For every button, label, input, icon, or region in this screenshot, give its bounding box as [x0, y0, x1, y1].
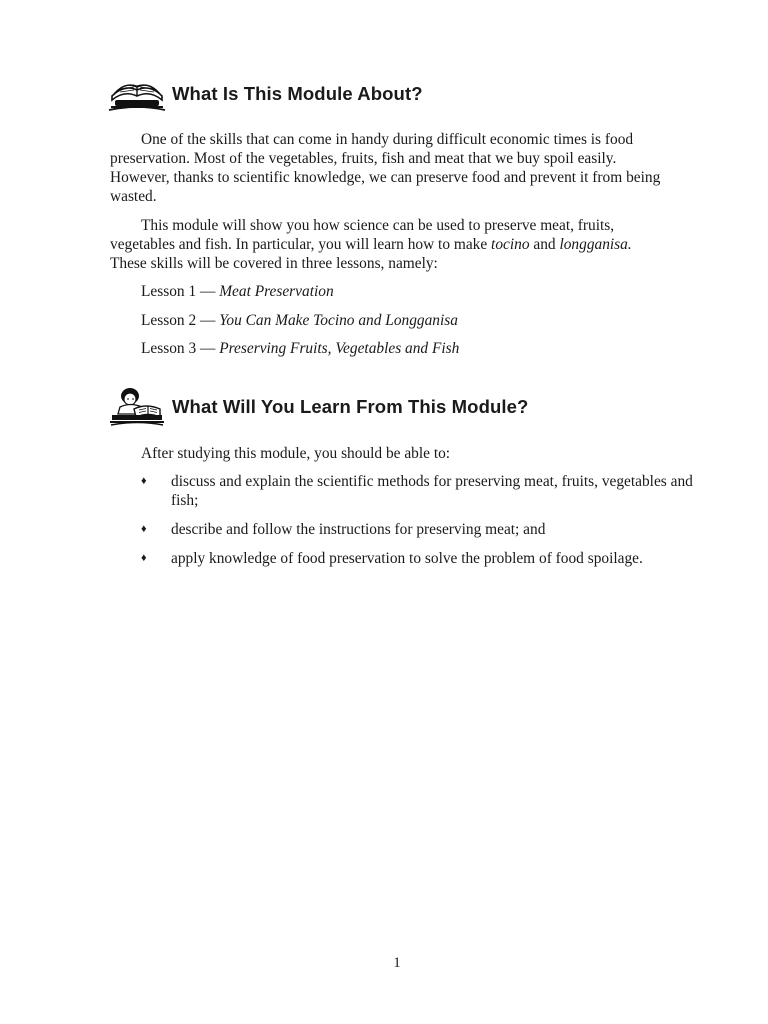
lesson-prefix: Lesson 1 — — [141, 283, 220, 300]
list-item — [141, 472, 701, 510]
objective-text: describe and follow the instructions for preserving meat; and — [171, 521, 546, 538]
paragraph-module-scope — [110, 216, 670, 273]
objective-text: apply knowledge of food preservation to solve the problem of food spoilage. — [171, 550, 643, 567]
section-heading-text: What Is This Module About? — [172, 83, 423, 104]
diamond-bullet-icon: ♦ — [141, 475, 147, 487]
list-item — [141, 549, 701, 568]
objectives-list — [141, 472, 701, 578]
lesson-title: You Can Make Tocino and Longganisa — [219, 312, 458, 329]
section-heading-text: What Will You Learn From This Module? — [172, 396, 529, 417]
diamond-bullet-icon: ♦ — [141, 523, 147, 535]
reader-with-book-icon — [108, 387, 166, 427]
paragraph-text-part: and — [529, 236, 560, 253]
lesson-prefix: Lesson 2 — — [141, 312, 220, 329]
paragraph-text: One of the skills that can come in handy during difficult economic times is food preservation. Most of the vegetables, fruits, fish and meat that we buy spoil easily. However, thanks to scientific knowledge, we can preserve food and prevent it from being wasted. — [110, 131, 661, 205]
objective-text: discuss and explain the scientific methods for preserving meat, fruits, vegetables and fish; — [171, 473, 693, 509]
objectives-intro: After studying this module, you should be able to: — [141, 445, 451, 462]
lesson-title: Preserving Fruits, Vegetables and Fish — [219, 340, 460, 357]
diamond-bullet-icon: ♦ — [141, 552, 147, 564]
italic-term-tocino: tocino — [491, 236, 530, 253]
lesson-prefix: Lesson 3 — — [141, 340, 220, 357]
section-heading-module-about — [108, 74, 423, 114]
section-heading-learn — [108, 387, 528, 427]
open-book-icon — [108, 74, 166, 114]
paragraph-text-part: These skills will be covered in three lessons, namely: — [110, 255, 438, 272]
paragraph-intro — [110, 130, 670, 206]
lesson-title: Meat Preservation — [219, 283, 334, 300]
italic-term-longganisa: longganisa. — [559, 236, 632, 253]
lesson-item — [141, 339, 459, 358]
page-number: 1 — [393, 955, 401, 971]
list-item — [141, 520, 701, 539]
lesson-item — [141, 311, 458, 330]
paragraph-text-part: This module will show you how science can be used to preserve meat, fruits, vegetables and fish. In particular, you will learn how to make — [110, 217, 615, 253]
lesson-item — [141, 282, 334, 301]
